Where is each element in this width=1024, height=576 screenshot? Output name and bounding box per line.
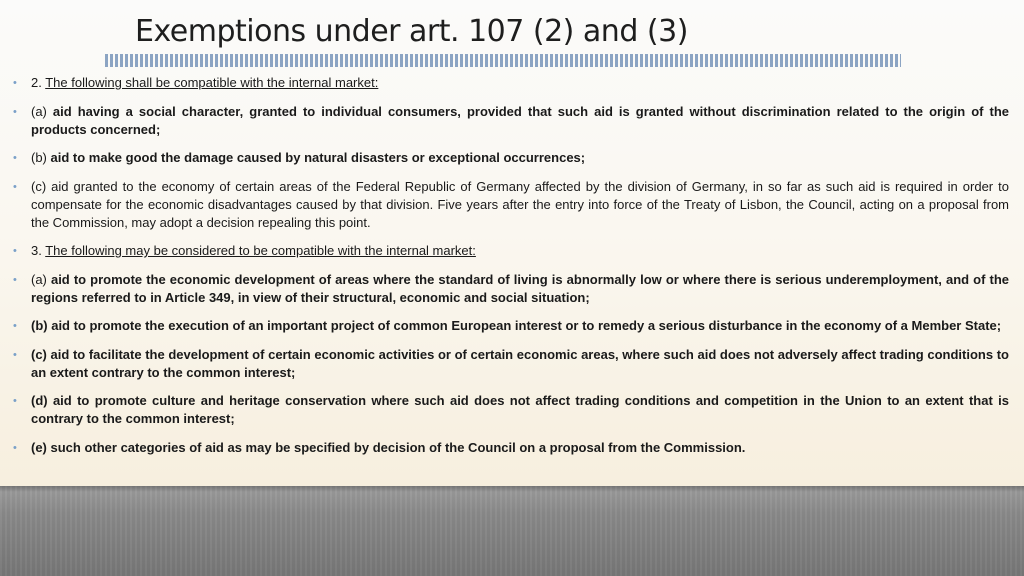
list-item-3e: [13, 439, 1009, 457]
title-underline-decoration: [105, 54, 901, 67]
item-text: The following may be considered to be compatible with the internal market:: [45, 243, 476, 258]
item-prefix: (a): [31, 103, 53, 119]
item-prefix: 3.: [31, 243, 46, 258]
list-item-para-3-heading: [13, 242, 1009, 260]
item-text: aid to make good the damage caused by natural disasters or exceptional occurrences;: [50, 150, 586, 165]
item-text: aid having a social character, granted to individual consumers, provided that such aid is granted without discrimination related to the origin of the products concerned;: [31, 103, 1009, 137]
bullet-icon: •: [13, 273, 17, 286]
bullet-icon: •: [13, 77, 17, 89]
item-text: (b) aid to promote the execution of an important project of common European interest or to remedy a serious disturbance in the economy of a Member State;: [31, 318, 1002, 333]
item-text: The following shall be compatible with the internal market:: [45, 75, 379, 90]
item-text: (d) aid to promote culture and heritage conservation where such aid does not affect trading conditions and competition in the Union to an extent that is contrary to the common interest;: [31, 393, 1009, 426]
list-item-2b: [13, 149, 1009, 167]
bullet-icon: •: [13, 105, 17, 118]
list-item-2c: [13, 178, 1009, 232]
floor-shadow-decoration: [0, 486, 1024, 492]
item-text: aid to promote the economic development of areas where the standard of living is abnormally low or where there is serious underemployment, and of the regions referred to in Article 349, in view of their structural, economic and social situation;: [31, 271, 1010, 305]
bullet-icon: •: [13, 245, 17, 257]
item-text: (e) such other categories of aid as may be specified by decision of the Council on a proposal from the Commission.: [31, 439, 746, 455]
bullet-icon: •: [13, 180, 17, 193]
list-item-3c: [13, 346, 1009, 382]
bullet-icon: •: [13, 395, 17, 407]
bullet-icon: •: [13, 348, 17, 361]
list-item-2a: [13, 103, 1009, 139]
list-item-3d: [13, 392, 1009, 428]
bullet-icon: •: [13, 441, 17, 454]
list-item-para-2-heading: [13, 74, 1009, 92]
item-prefix: 2.: [31, 75, 46, 90]
list-item-3a: [13, 271, 1009, 307]
bullet-icon: •: [13, 152, 17, 164]
background-floor-decoration: [0, 486, 1024, 576]
item-text: (c) aid granted to the economy of certain areas of the Federal Republic of Germany affected by the division of Germany, in so far as such aid is required in order to compensate for the economic disadvantages caused by that division. Five years after the entry into force of the Treaty of Lisbon, the Council, acting on a proposal from the Commission, may adopt a decision repealing this point.: [31, 178, 1009, 230]
item-prefix: (b): [31, 150, 51, 165]
content-list: [13, 74, 1009, 467]
list-item-3b: [13, 317, 1009, 335]
item-text: (c) aid to facilitate the development of certain economic activities or of certain economic areas, where such aid does not adversely affect trading conditions to an extent contrary to the common interest;: [31, 346, 1009, 380]
item-prefix: (a): [31, 271, 51, 287]
bullet-icon: •: [13, 320, 17, 332]
slide-title: Exemptions under art. 107 (2) and (3): [135, 14, 688, 49]
